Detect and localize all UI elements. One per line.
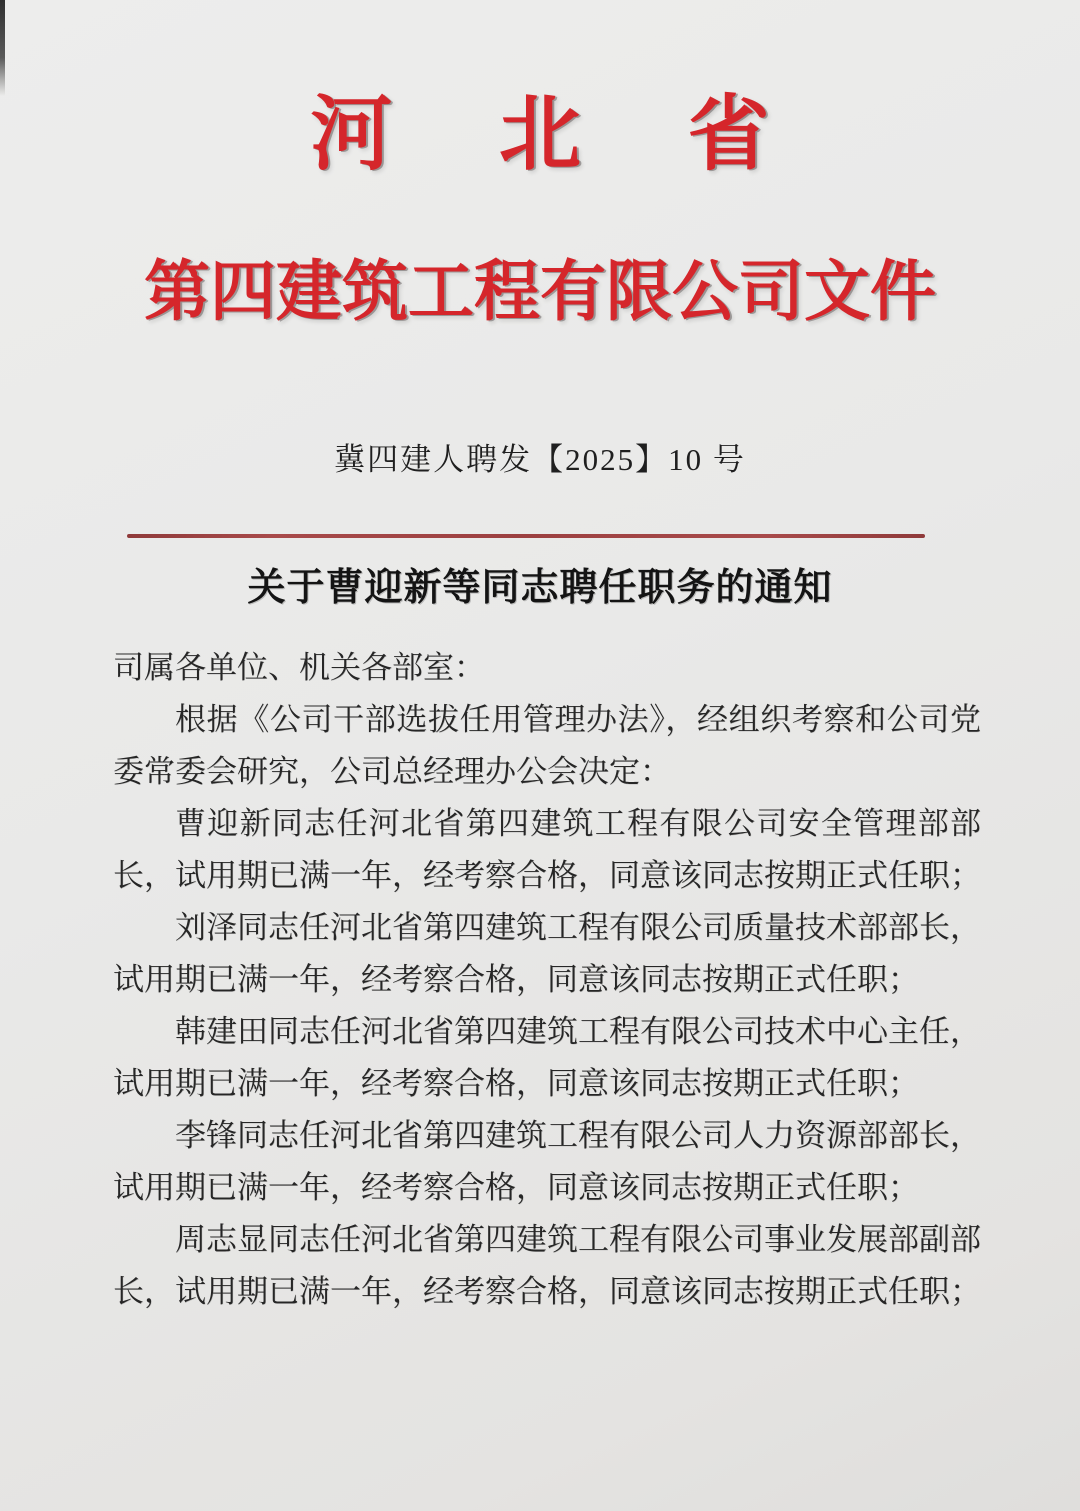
body-paragraph: 根据《公司干部选拔任用管理办法》，经组织考察和公司党委常委会研究，公司总经理办公会决定： <box>113 702 981 789</box>
body-paragraph: 李锋同志任河北省第四建筑工程有限公司人力资源部部长，试用期已满一年，经考察合格，同意该同志按期正式任职； <box>113 1118 981 1205</box>
header-company-file-name: 第四建筑工程有限公司文件 <box>144 256 936 329</box>
document-body <box>113 642 981 1318</box>
photo-edge-shadow <box>0 0 5 96</box>
red-separator-rule <box>127 534 925 538</box>
body-paragraph: 韩建田同志任河北省第四建筑工程有限公司技术中心主任，试用期已满一年，经考察合格，同意该同志按期正式任职； <box>113 1014 981 1101</box>
document-number: 冀四建人聘发【2025】10 号 <box>334 442 746 477</box>
notice-title: 关于曹迎新等同志聘任职务的通知 <box>247 567 833 609</box>
body-paragraph: 周志显同志任河北省第四建筑工程有限公司事业发展部副部长，试用期已满一年，经考察合格，同意该同志按期正式任职； <box>113 1222 981 1309</box>
body-paragraph: 刘泽同志任河北省第四建筑工程有限公司质量技术部部长，试用期已满一年，经考察合格，同意该同志按期正式任职； <box>113 910 981 997</box>
salutation: 司属各单位、机关各部室： <box>113 650 485 685</box>
header-region-name: 河北省 <box>310 89 877 180</box>
body-paragraph: 曹迎新同志任河北省第四建筑工程有限公司安全管理部部长，试用期已满一年，经考察合格，同意该同志按期正式任职； <box>113 806 981 893</box>
